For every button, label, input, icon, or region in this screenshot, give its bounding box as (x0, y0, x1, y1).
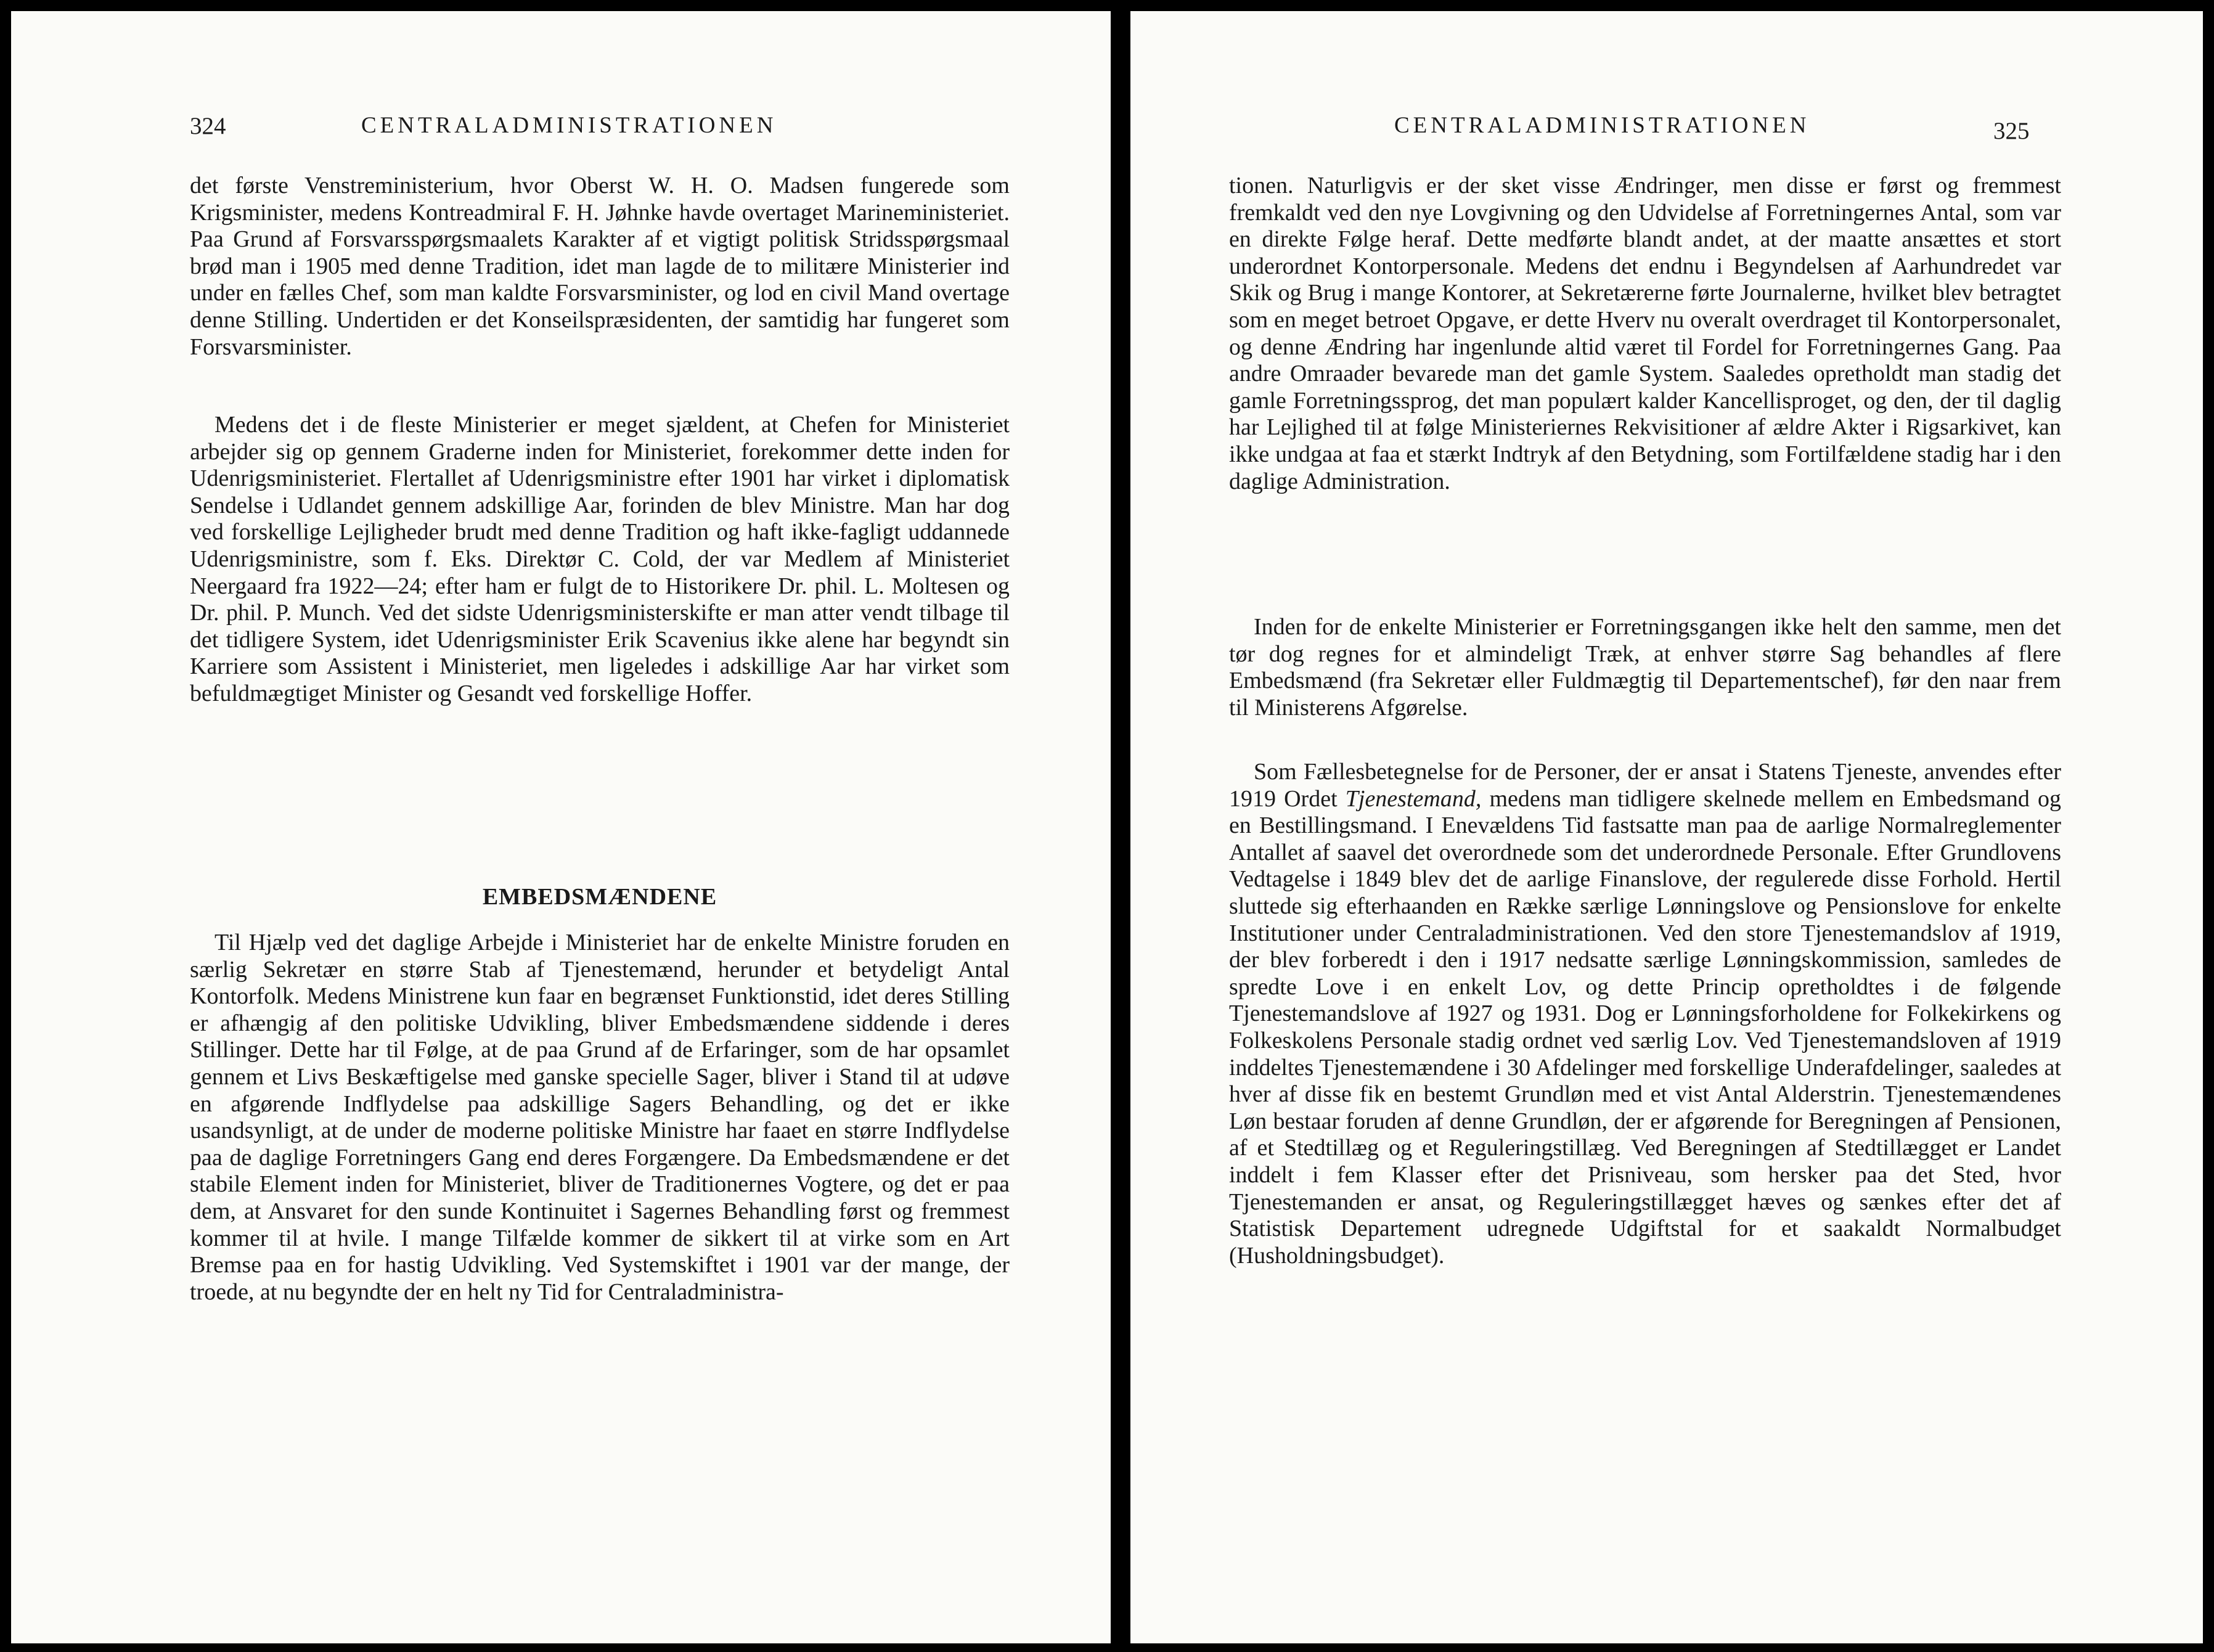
section-heading: EMBEDSMÆNDENE (482, 884, 717, 910)
left-page (11, 11, 1111, 1643)
right-page (1130, 11, 2203, 1643)
paragraph-text: medens man tidligere skelnede mellem en Embedsmand og en Bestillingsmand. I Enevældens Tid fastsatte man paa de aarlige Normalreglementer Antallet af saavel det overordnede som det underordnede Personale. Efter Grundlovens Vedtagelse i 1849 blev det de aarlige Finanslove, der regulerede disse Forhold. Hertil sluttede sig efterhaanden en Række særlige Lønningslove og Pensionslove for enkelte Institutioner under Centraladministrationen. Ved den store Tjenestemandslov af 1919, der blev forberedt i den i 1917 nedsatte særlige Lønningskommission, samledes de spredte Love i en enkelt Lov, og dette Princip opretholdtes i de følgende Tjenestemandslove af 1927 og 1931. Dog er Lønningsforholdene for Folkekirkens og Folkeskolens Personale stadig ordnet ved særlig Lov. Ved Tjenestemandsloven af 1919 inddeltes Tjenestemændene i 30 Afdelinger med forskellige Underafdelinger, saaledes at hver af disse fik en bestemt Grundløn med et vist Antal Alderstrin. Tjenestemændenes Løn bestaar foruden af denne Grundløn, der er afgørende for Beregningen af Pensionen, af et Stedtillæg og et Reguleringstillæg. Ved Beregningen af Stedtillægget er Landet inddelt i fem Klasser efter det Prisniveau, som hersker paa det Sted, hvor Tjenestemanden er ansat, og Reguleringstillægget hæves og sænkes efter det af Statistisk Departement udregnede Udgiftstal for et saakaldt Normalbudget (Husholdningsbudget). (1229, 785, 2061, 1269)
paragraph-procedure: Inden for de enkelte Ministerier er Forretningsgangen ikke helt den samme, men det tør dog regnes for et almindeligt Træk, at enhver større Sag behandles af flere Embedsmænd (fra Sekretær eller Fuldmægtig til Departementschef), før den naar frem til Ministerens Afgørelse. (1229, 614, 2061, 721)
page-number: 324 (190, 113, 226, 139)
running-head: CENTRALADMINISTRATIONEN (361, 113, 777, 138)
paragraph-text: Som Fællesbetegnelse for de Personer, der er ansat i Statens Tjeneste, anvendes efter 1919 Ordet (1229, 759, 2061, 812)
page-number: 325 (1993, 118, 2030, 144)
paragraph-continuation: tionen. Naturligvis er der sket visse Ændringer, men disse er først og fremmest fremkaldt ved den nye Lovgivning og den Udvidelse af Forretningernes Antal, som var en direkte Følge heraf. Dette medførte blandt andet, at der maatte ansættes et stort underordnet Kontorpersonale. Medens det endnu i Begyndelsen af Aarhundredet var Skik og Brug i mange Kontorer, at Sekretærerne førte Journalerne, hvilket blev betragtet som en meget betroet Opgave, er dette Hverv nu overalt overdraget til Kontorpersonalet, og denne Ændring har ingenlunde altid været til Fordel for Forretningernes Gang. Paa andre Omraader bevarede man det gamle System. Saaledes opretholdt man stadig det gamle Forretningssprog, det man populært kalder Kancellisproget, og den, der til daglig har Lejlighed til at følge Ministeriernes Rekvisitioner af ældre Akter i Rigsarkivet, kan ikke undgaa at faa et stærkt Indtryk af den Betydning, som Fortilfældene stadig har i den daglige Administration. (1229, 173, 2061, 494)
paragraph-civil-servants: Til Hjælp ved det daglige Arbejde i Ministeriet har de enkelte Ministre foruden en særlig Sekretær en større Stab af Tjenestemænd, herunder et betydeligt Antal Kontorfolk. Medens Ministrene kun faar en begrænset Funktionstid, idet deres Stilling er afhængig af den politiske Udvikling, bliver Embedsmændene siddende i deres Stillinger. Dette har til Følge, at de paa Grund af de Erfaringer, som de har opsamlet gennem et Livs Beskæftigelse med ganske specielle Sager, bliver i Stand til at udøve en afgørende Indflydelse paa adskillige Sagers Behandling, og det er ikke usandsynligt, at de under de moderne politiske Ministre har faaet en større Indflydelse paa de daglige Forretningers Gang end deres Forgængere. Da Embedsmændene er det stabile Element inden for Ministeriet, bliver de Traditionernes Vogtere, og det er paa dem, at Ansvaret for den sunde Kontinuitet i Sagernes Behandling først og fremmest kommer til at hvile. I mange Tilfælde kommer de sikkert til at virke som en Art Bremse paa en for hastig Udvikling. Ved Systemskiftet i 1901 var der mange, der troede, at nu begyndte der en helt ny Tid for Centraladministra- (190, 930, 1010, 1305)
italic-term: Tjenestemand, (1345, 785, 1482, 812)
paragraph-continuation: det første Venstreministerium, hvor Oberst W. H. O. Madsen fungerede som Krigsminister, medens Kontreadmiral F. H. Jøhnke havde overtaget Marineministeriet. Paa Grund af Forsvarsspørgsmaalets Karakter af et vigtigt politisk Stridsspørgsmaal brød man i 1905 med denne Tradition, idet man lagde de to militære Ministerier ind under en fælles Chef, som man kaldte Forsvarsminister, og lod en civil Mand overtage denne Stilling. Undertiden er det Konseilspræsidenten, der samtidig har fungeret som Forsvarsminister. (190, 173, 1010, 360)
paragraph-foreign-ministers: Medens det i de fleste Ministerier er meget sjældent, at Chefen for Ministeriet arbejder sig op gennem Graderne inden for Ministeriet, forekommer dette inden for Udenrigsministeriet. Flertallet af Udenrigsministre efter 1901 har virket i diplomatisk Sendelse i Udlandet gennem adskillige Aar, forinden de blev Ministre. Man har dog ved forskellige Lejligheder brudt med denne Tradition og haft ikke-fagligt uddannede Udenrigsministre, som f. Eks. Direktør C. Cold, der var Medlem af Ministeriet Neergaard fra 1922—24; efter ham er fulgt de to Historikere Dr. phil. L. Moltesen og Dr. phil. P. Munch. Ved det sidste Udenrigsministerskifte er man atter vendt tilbage til det tidligere System, idet Udenrigsminister Erik Scavenius ikke alene har begyndt sin Karriere som Assistent i Ministeriet, men ligeledes i adskillige Aar har virket som befuldmægtiget Minister og Gesandt ved forskellige Hoffer. (190, 412, 1010, 706)
running-head: CENTRALADMINISTRATIONEN (1394, 113, 1810, 138)
paragraph-civil-servant-law (1229, 759, 2061, 1269)
